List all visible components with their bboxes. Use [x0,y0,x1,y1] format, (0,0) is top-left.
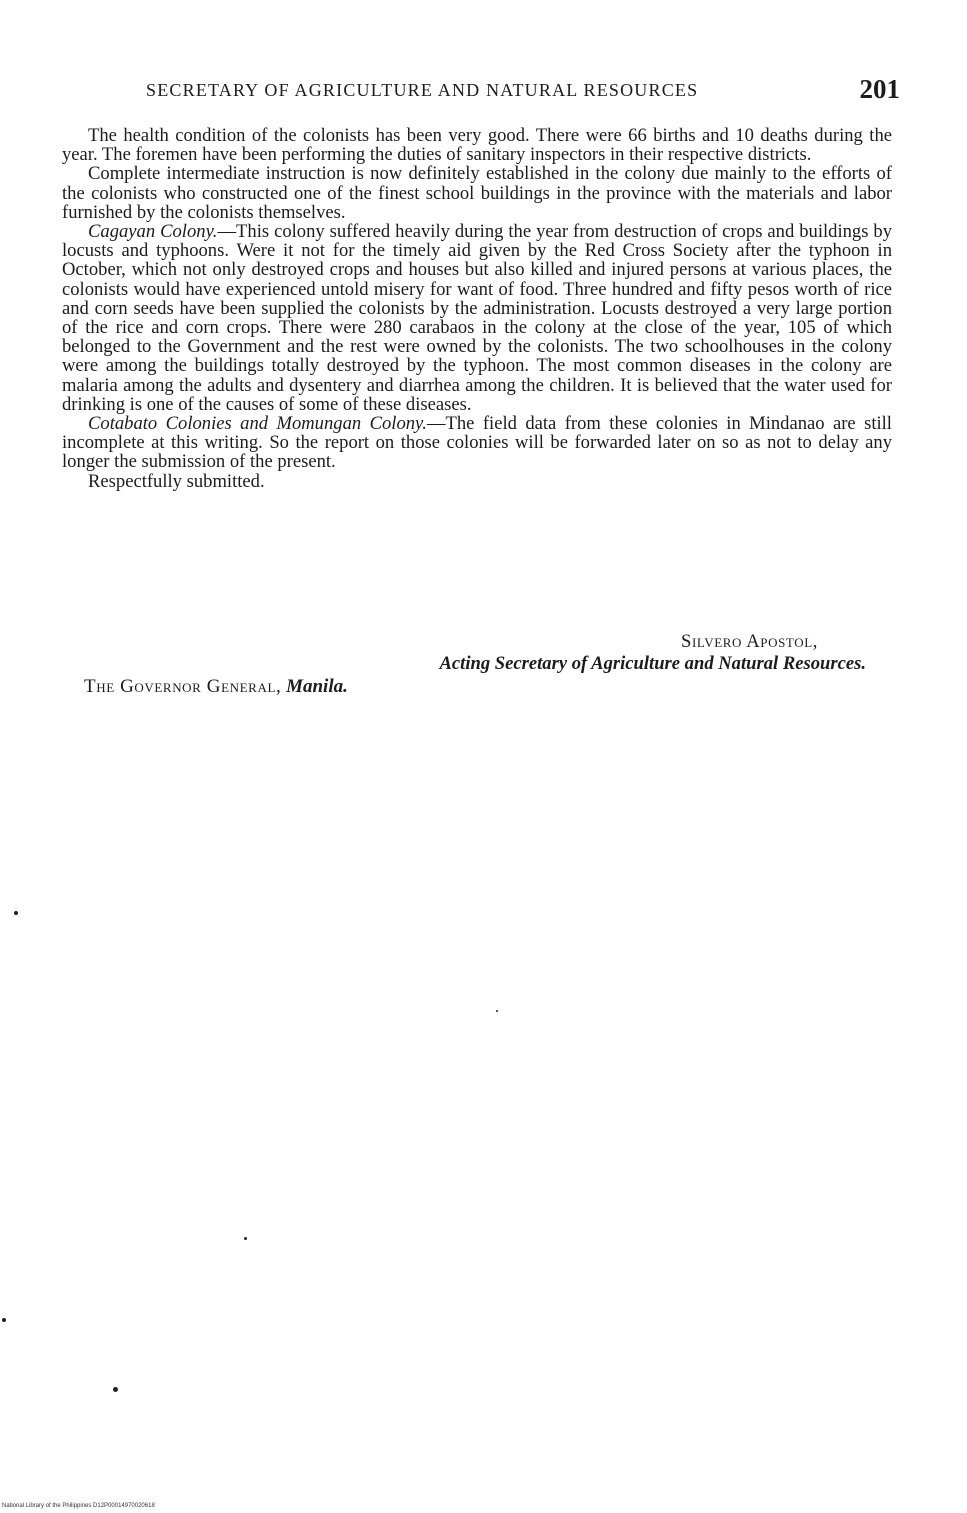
scan-speck [496,1010,498,1012]
signer-name: Silvero Apostol, [681,631,818,652]
scan-speck [244,1237,247,1240]
running-title: SECRETARY OF AGRICULTURE AND NATURAL RESOURCES [146,80,699,100]
addressee [84,676,348,698]
page-number: 201 [859,74,900,104]
paragraph-instruction [62,164,892,222]
paragraph-health [62,126,892,164]
addressee-title: The Governor General, [84,676,282,697]
signer-title: Acting Secretary of Agriculture and Natural Resources. [439,653,866,674]
scan-speck [113,1387,118,1392]
digitization-credit: National Library of the Philippines D12P00014970020618 [2,1503,155,1509]
paragraph-text: Complete intermediate instruction is now definitely established in the colony due mainly to the efforts of the colonists who constructed one of the finest school buildings in the province with the materials and labor furnished by the colonists themselves. [62,163,892,223]
paragraph-text: —The field data from these colonies in Mindanao are still incomplete at this writing. So the report on those colonies will be forwarded later on so as not to delay any longer the submission of the present. [62,413,892,473]
scan-speck [2,1318,6,1322]
closing-line: Respectfully submitted. [88,470,265,492]
addressee-place: Manila. [286,676,348,697]
paragraph-lead: Cotabato Colonies and Momungan Colony. [88,413,427,435]
paragraph-text: The health condition of the colonists has been very good. There were 66 births and 10 deaths during the year. The foremen have been performing the duties of sanitary inspectors in their respective districts. [62,125,892,166]
paragraph-lead: Cagayan Colony. [88,221,218,243]
paragraph-cagayan [62,222,892,414]
scan-speck [14,911,18,915]
paragraph-text: —This colony suffered heavily during the year from destruction of crops and buildings by locusts and typhoons. Were it not for the timely aid given by the Red Cross Society after the typhoon in October, which not only destroyed crops and houses but also killed and injured persons at various places, the colonists would have experienced untold misery for want of food. Three hundred and fifty pesos worth of rice and corn seeds have been supplied the colonists by the administration. Locusts destroyed a very large portion of the rice and corn crops. There were 280 carabaos in the colony at the close of the year, 105 of which belonged to the Government and the rest were owned by the colonists. The two schoolhouses in the colony were among the buildings totally destroyed by the typhoon. The most common diseases in the colony are malaria among the adults and dysentery and diarrhea among the children. It is believed that the water used for drinking is one of the causes of some of these diseases. [62,221,893,415]
running-head [60,72,900,112]
signature-block [62,631,894,675]
paragraph-cotabato [62,414,892,472]
body-text [62,126,892,491]
